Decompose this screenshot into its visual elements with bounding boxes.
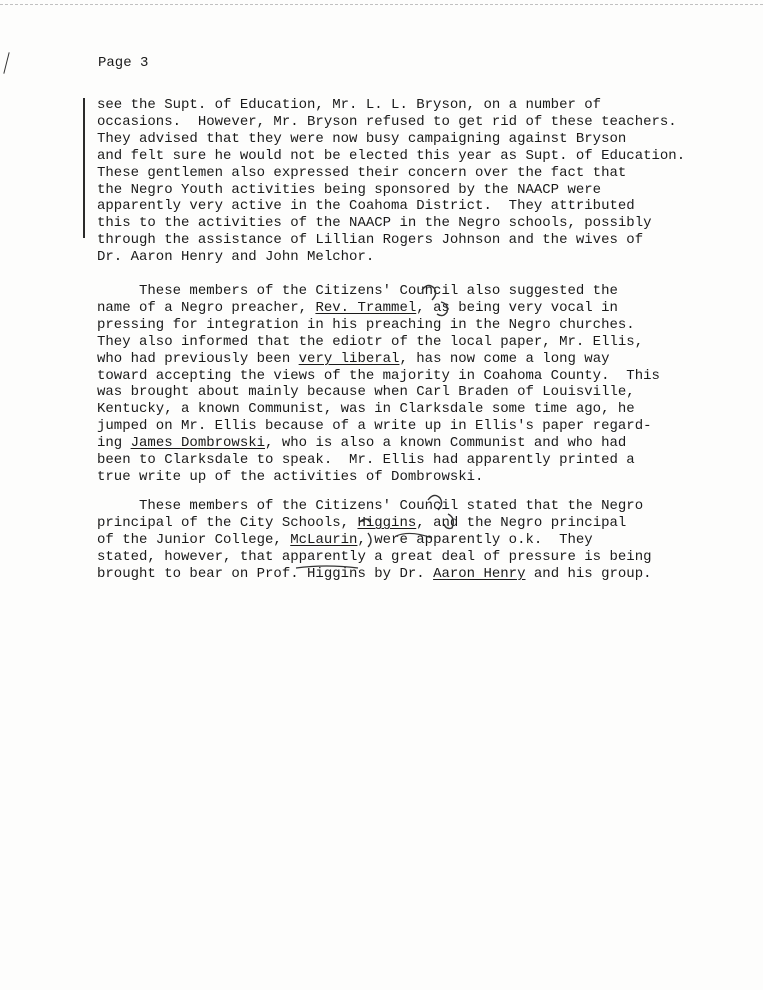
text-line [97,532,593,549]
text-segment: and his group. [525,565,652,582]
text-segment: jumped on Mr. Ellis because of a write up in Ellis's paper regard- [97,418,652,435]
text-line [97,198,635,215]
text-line [97,114,677,131]
text-segment: These members of the Citizens' Council also suggested the [97,283,618,299]
text-segment: through the assistance of Lillian Rogers Johnson and the wives of [97,232,644,249]
text-line [97,549,652,566]
text-line [97,469,483,486]
text-segment: this to the activities of the NAACP in the Negro schools, possibly [97,215,652,232]
text-line [97,435,626,452]
text-line [97,317,635,334]
text-segment: who had previously been [97,350,299,367]
text-line [97,498,643,515]
underlined-name: Higgins [357,514,417,531]
text-segment: They advised that they were now busy campaigning against Bryson [97,130,627,147]
text-line [97,515,626,532]
text-line [97,182,601,199]
text-segment: and felt sure he would not be elected this year as Supt. of Education. [97,147,686,164]
text-line [97,452,635,469]
text-line [97,401,635,418]
text-line [97,418,652,435]
text-segment: These members of the Citizens' Council stated that the Negro [97,498,644,514]
text-segment: , who is also a known Communist and who had [265,435,627,452]
text-segment: true write up of the activities of Dombrowski. [97,468,484,485]
text-segment: principal of the City Schools, [97,514,358,531]
text-segment: name of a Negro preacher, [97,299,316,316]
text-line [97,384,635,401]
text-line [97,368,660,385]
text-segment: of the Junior College, [97,531,291,548]
text-line [97,334,643,351]
text-line [97,283,618,300]
text-segment: Dr. Aaron Henry and John Melchor. [97,249,375,266]
margin-vertical-line [83,98,85,238]
text-line [97,232,643,249]
text-line [97,351,610,368]
scan-edge-artifact [0,4,763,5]
page-number: Page 3 [98,55,149,71]
text-line [97,165,626,182]
text-segment: apparently very active in the Coahoma District. They attributed [97,198,635,215]
underlined-name: McLaurin [290,531,358,548]
text-line [97,300,618,317]
text-line [97,131,626,148]
text-segment: the Negro Youth activities being sponsored by the NAACP were [97,181,602,198]
text-segment: Kentucky, a known Communist, was in Clarksdale some time ago, he [97,401,635,418]
text-segment: They also informed that the ediotr of the local paper, Mr. Ellis, [97,333,644,350]
text-segment: , as being very vocal in [416,299,618,316]
underlined-name: very liberal [298,350,400,367]
text-line [97,249,374,266]
text-segment: was brought about mainly because when Carl Braden of Louisville, [97,384,635,401]
text-segment: toward accepting the views of the majority in Coahoma County. This [97,367,660,384]
text-line [97,97,601,114]
underlined-name: Rev. Trammel [315,299,417,316]
margin-pen-mark [3,52,9,74]
text-segment: stated, however, that apparently a great deal of pressure is being [97,548,652,565]
text-segment: occasions. However, Mr. Bryson refused to get rid of these teachers. [97,113,677,130]
text-line [97,148,685,165]
text-segment: , has now come a long way [399,350,610,367]
text-segment: brought to bear on Prof. Higgins by Dr. [97,565,434,582]
underlined-name: Aaron Henry [433,565,526,582]
text-segment: pressing for integration in his preaching in the Negro churches. [97,316,635,333]
text-segment: , and the Negro principal [416,514,627,531]
text-segment: been to Clarksdale to speak. Mr. Ellis had apparently printed a [97,452,635,468]
underlined-name: James Dombrowski [130,435,266,452]
text-segment: see the Supt. of Education, Mr. L. L. Bryson, on a number of [97,97,602,113]
text-line [97,215,652,232]
text-line [97,566,652,583]
text-segment: These gentlemen also expressed their concern over the fact that [97,164,627,181]
text-segment: , were apparently o.k. They [357,531,593,548]
text-segment: ing [97,435,131,452]
